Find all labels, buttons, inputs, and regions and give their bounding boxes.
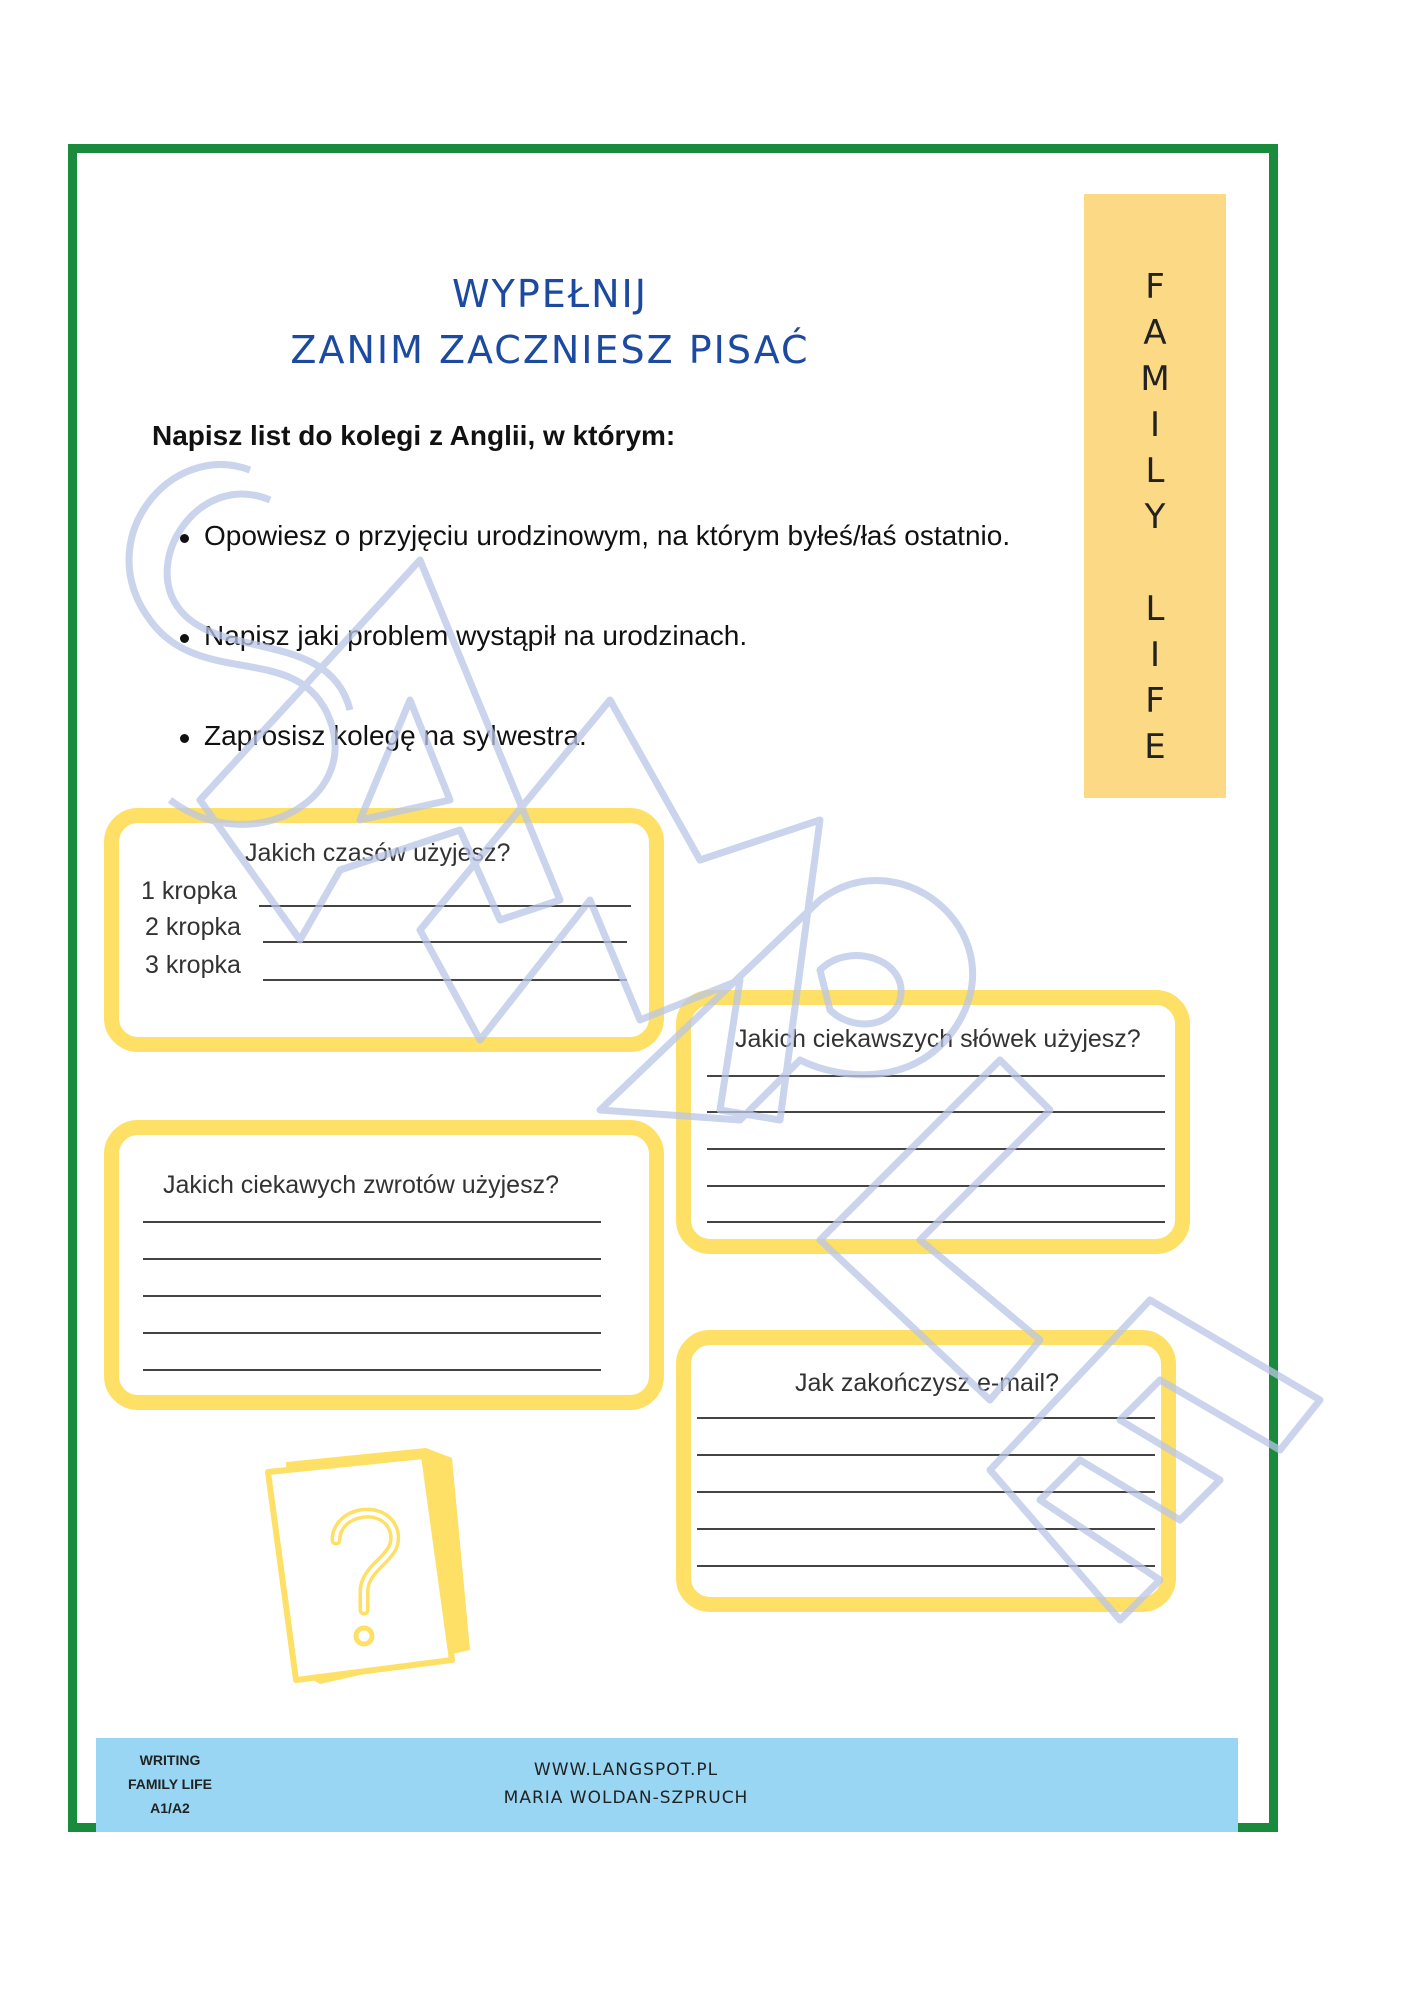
side-letter: F bbox=[1145, 267, 1165, 307]
words-answer-line[interactable] bbox=[707, 1111, 1165, 1113]
side-letter: Y bbox=[1144, 497, 1166, 537]
ending-answer-line[interactable] bbox=[697, 1565, 1155, 1567]
side-letter: L bbox=[1145, 451, 1165, 491]
ending-answer-line[interactable] bbox=[697, 1491, 1155, 1493]
side-letter bbox=[1084, 540, 1226, 586]
task-bullet: Zaprosisz kolegę na sylwestra. bbox=[180, 720, 587, 752]
phrases-answer-line[interactable] bbox=[143, 1369, 601, 1371]
phrases-answer-line[interactable] bbox=[143, 1295, 601, 1297]
tense-label: 1 kropka bbox=[141, 877, 237, 905]
words-answer-line[interactable] bbox=[707, 1148, 1165, 1150]
phrases-box bbox=[104, 1120, 664, 1410]
tense-label: 3 kropka bbox=[145, 951, 241, 979]
phrases-answer-line[interactable] bbox=[143, 1258, 601, 1260]
words-answer-line[interactable] bbox=[707, 1221, 1165, 1223]
footer-course-line: FAMILY LIFE bbox=[127, 1776, 212, 1792]
footer-website[interactable]: WWW.LANGSPOT.PL bbox=[533, 1760, 719, 1780]
task-bullet: Opowiesz o przyjęciu urodzinowym, na którym byłeś/łaś ostatnio. bbox=[180, 520, 1010, 552]
footer-credits bbox=[426, 1756, 826, 1812]
side-letter: L bbox=[1145, 589, 1165, 629]
tense-answer-line[interactable] bbox=[263, 941, 627, 943]
side-letter: F bbox=[1145, 681, 1165, 721]
question-paper-icon bbox=[256, 1440, 506, 1700]
task-bullet: Napisz jaki problem wystąpił na urodzinach. bbox=[180, 620, 747, 652]
footer-course-info bbox=[110, 1748, 230, 1820]
footer-course-line: WRITING bbox=[139, 1752, 201, 1768]
phrases-question: Jakich ciekawych zwrotów użyjesz? bbox=[163, 1171, 559, 1199]
side-letter: A bbox=[1143, 313, 1167, 353]
phrases-answer-line[interactable] bbox=[143, 1221, 601, 1223]
words-answer-line[interactable] bbox=[707, 1185, 1165, 1187]
footer-bar bbox=[96, 1738, 1238, 1832]
ending-box bbox=[676, 1330, 1176, 1612]
words-box bbox=[676, 990, 1190, 1254]
side-letter: E bbox=[1144, 727, 1166, 767]
words-answer-line[interactable] bbox=[707, 1075, 1165, 1077]
words-question: Jakich ciekawszych słówek użyjesz? bbox=[735, 1025, 1141, 1053]
side-letter: I bbox=[1149, 635, 1161, 675]
ending-answer-line[interactable] bbox=[697, 1528, 1155, 1530]
phrases-answer-line[interactable] bbox=[143, 1332, 601, 1334]
footer-course-line: A1/A2 bbox=[150, 1800, 190, 1816]
side-letter: I bbox=[1149, 405, 1161, 445]
ending-question: Jak zakończysz e-mail? bbox=[795, 1369, 1059, 1397]
tense-label: 2 kropka bbox=[145, 913, 241, 941]
side-letter: M bbox=[1140, 359, 1170, 399]
ending-answer-line[interactable] bbox=[697, 1454, 1155, 1456]
tenses-box bbox=[104, 808, 664, 1052]
task-heading: Napisz list do kolegi z Anglii, w którym: bbox=[152, 420, 676, 451]
tense-answer-line[interactable] bbox=[263, 979, 627, 981]
tense-answer-line[interactable] bbox=[259, 905, 631, 907]
side-panel-letters bbox=[1084, 264, 1226, 770]
ending-answer-line[interactable] bbox=[697, 1417, 1155, 1419]
tenses-question: Jakich czasów użyjesz? bbox=[245, 839, 511, 867]
title-line-2: ZANIM ZACZNIESZ PISAĆ bbox=[290, 328, 810, 372]
footer-author: MARIA WOLDAN-SZPRUCH bbox=[503, 1788, 749, 1808]
family-life-side-panel bbox=[1084, 194, 1226, 798]
title-line-1: WYPEŁNIJ bbox=[452, 272, 648, 316]
